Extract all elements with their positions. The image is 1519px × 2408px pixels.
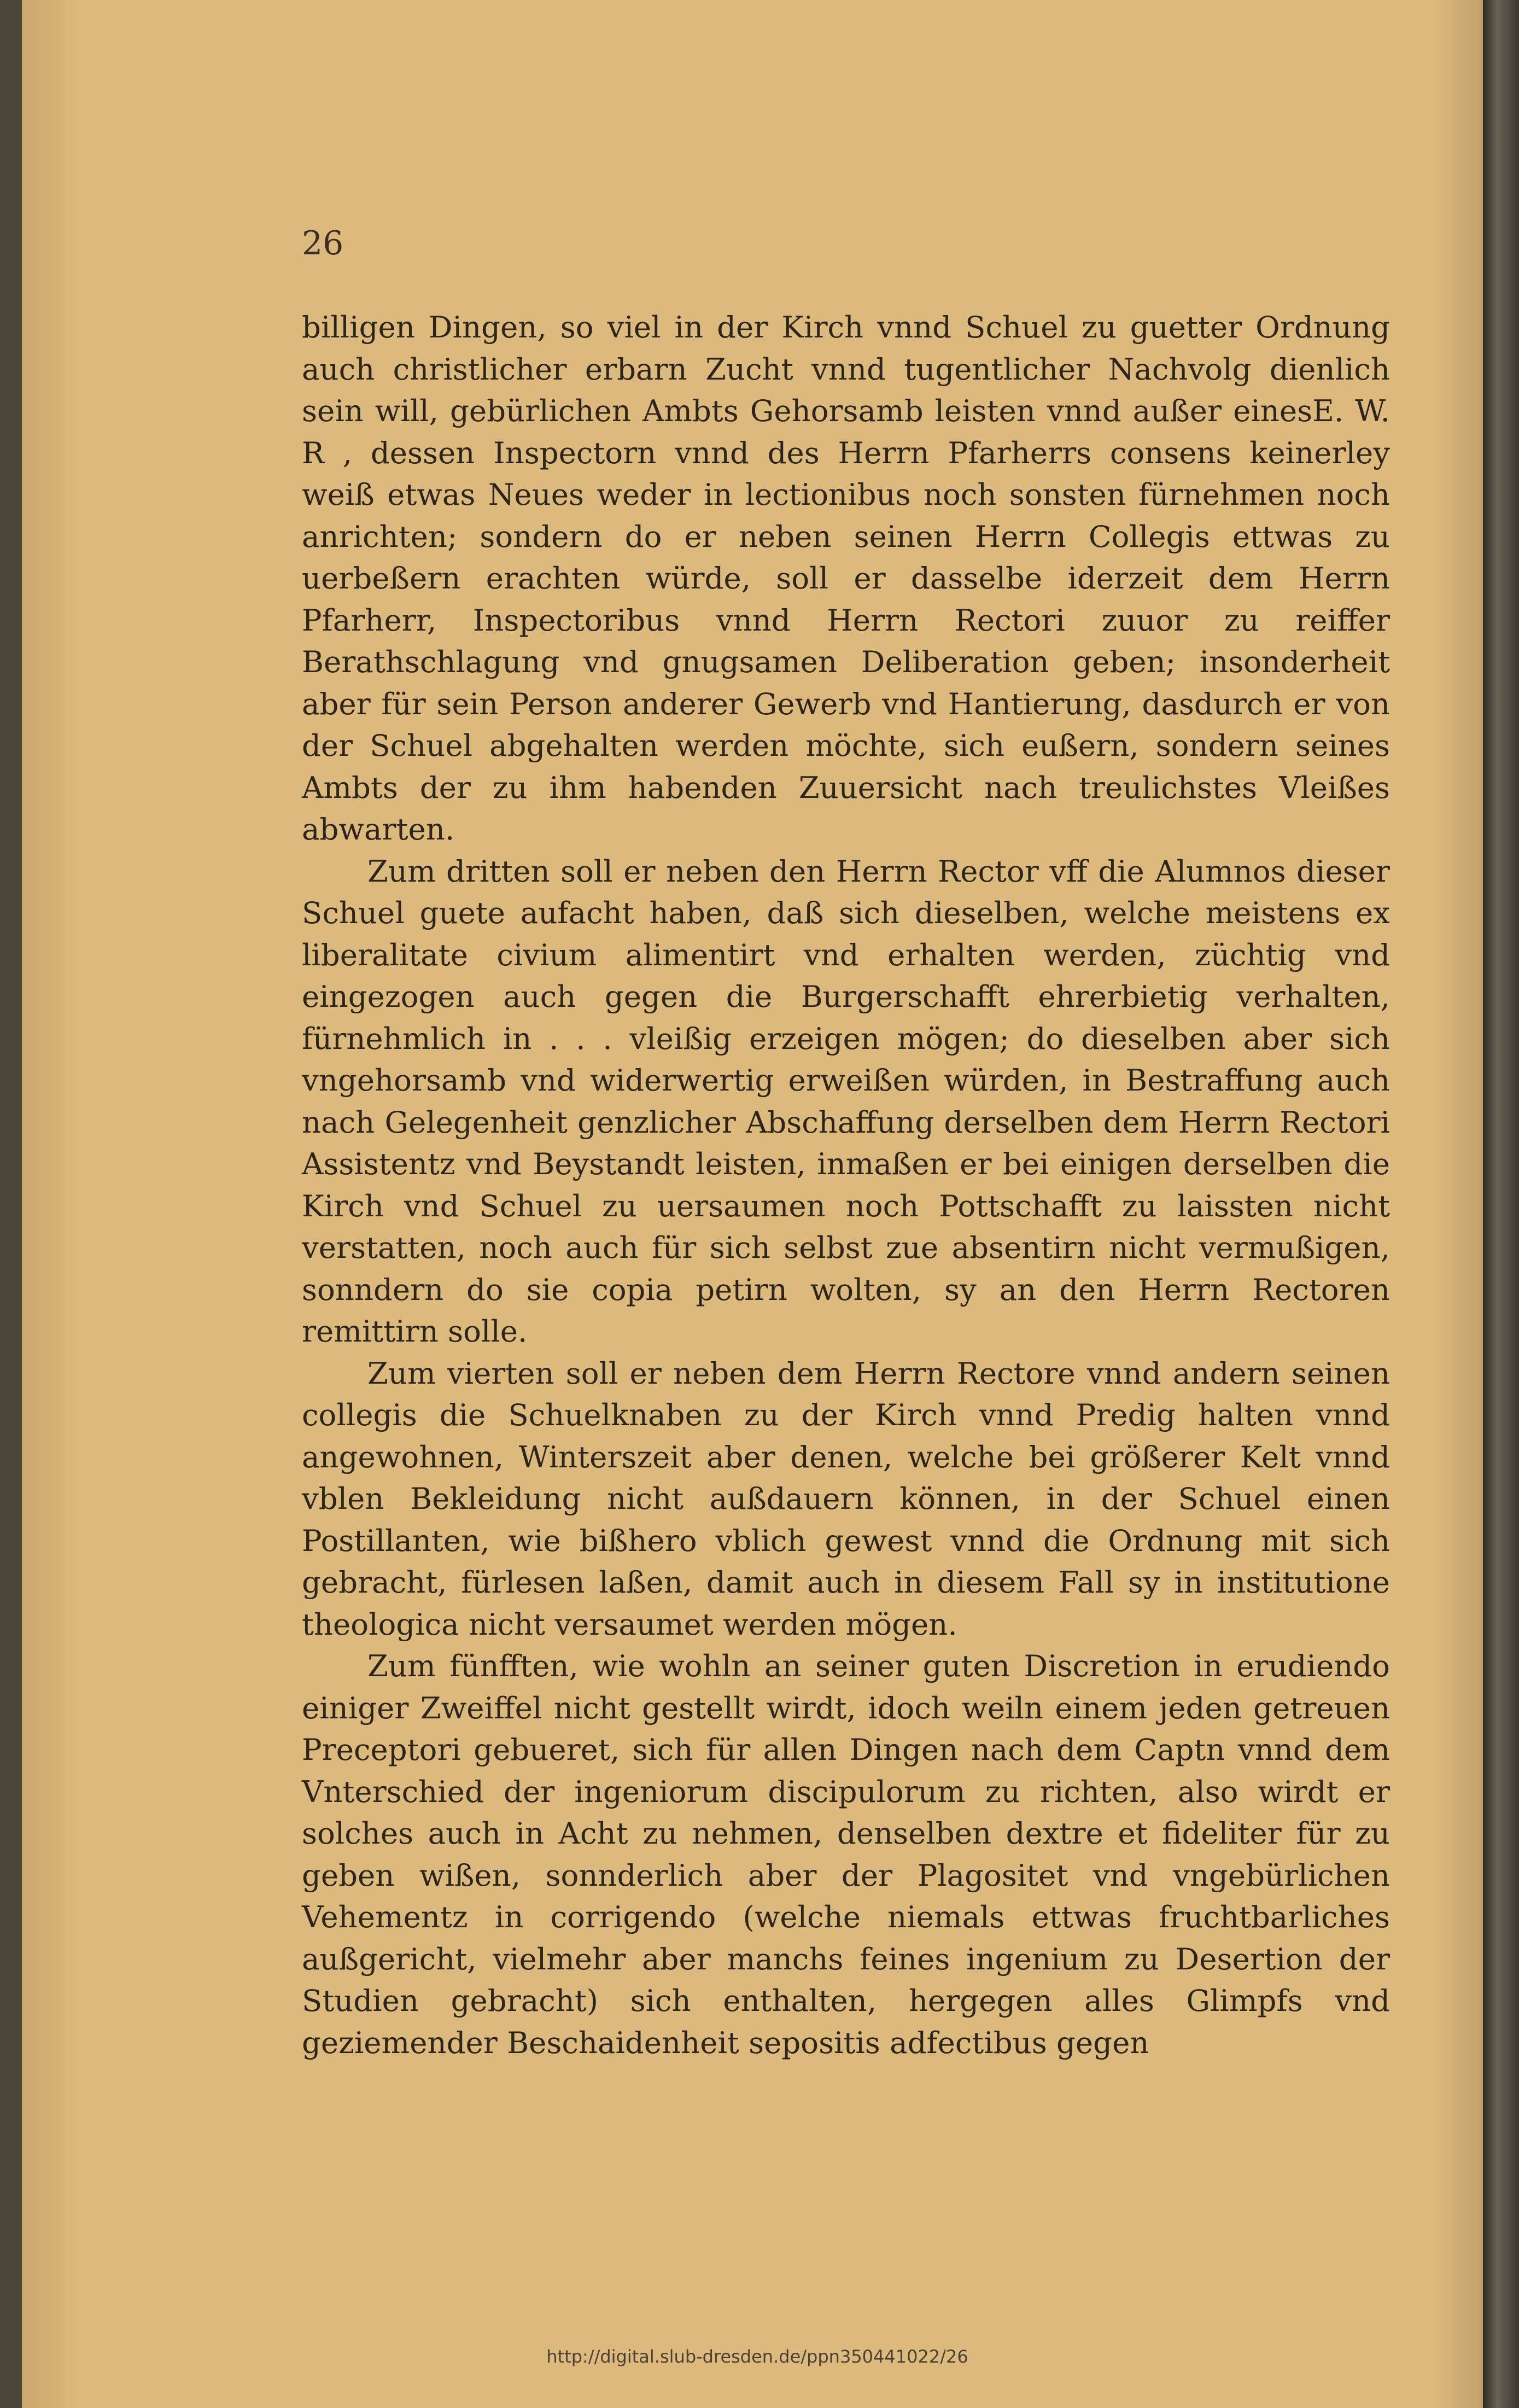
paragraph: Zum vierten soll er neben dem Herrn Rectore vnnd andern seinen collegis die Schuelknaben zu der Kirch vnnd Predig halten vnnd angewohnen, Winterszeit aber denen, welche bei größerer Kelt vnnd vblen Bekleidung nicht außdauern können, in der Schuel einen Postillanten, wie bißhero vblich gewest vnnd die Ordnung mit sich gebracht, fürlesen laßen, damit auch in diesem Fall sy in institutione theologica nicht versaumet werden mögen.: [302, 1355, 1390, 1642]
footer-url[interactable]: http://digital.slub-dresden.de/ppn350441022/26: [546, 2346, 968, 2367]
scan-right-edge: [1483, 0, 1519, 2408]
paragraph: billigen Dingen, so viel in der Kirch vnnd Schuel zu guetter Ordnung auch christlicher erbarn Zucht vnnd tugentlicher Nachvolg dienlich sein will, gebürlichen Ambts Gehorsamb leisten vnnd außer einesE. W. R , dessen Inspectorn vnnd des Herrn Pfarherrs consens keinerley weiß etwas Neues weder in lectionibus noch sonsten fürnehmen noch anrichten; sondern do er neben seinen Herrn Collegis ettwas zu uerbeßern erachten würde, soll er dasselbe iderzeit dem Herrn Pfarherr, Inspectoribus vnnd Herrn Rectori zuuor zu reiffer Berathschlagung vnd gnugsamen Deliberation geben; insonderheit aber für sein Person anderer Gewerb vnd Hantierung, dasdurch er von der Schuel abgehalten werden möchte, sich eußern, sondern seines Ambts der zu ihm habenden Zuuersicht nach treulichstes Vleißes abwarten.: [302, 310, 1390, 847]
document-page: [22, 0, 1493, 2408]
paragraph: Zum fünfften, wie wohln an seiner guten Discretion in erudiendo einiger Zweiffel nicht gestellt wirdt, idoch weiln einem jeden getreuen Preceptori gebueret, sich für allen Dingen nach dem Captn vnnd dem Vnterschied der ingeniorum discipulorum zu richten, also wirdt er solches auch in Acht zu nehmen, denselben dextre et fideliter für zu geben wißen, sonnderlich aber der Plagositet vnd vngebürlichen Vehementz in corrigendo (welche niemals ettwas fruchtbarliches außgericht, vielmehr aber manchs feines ingenium zu Desertion der Studien gebracht) sich enthalten, hergegen alles Glimpfs vnd geziemender Beschaidenheit sepositis adfectibus gegen: [302, 1648, 1390, 2060]
scan-left-edge: [0, 0, 22, 2408]
page-number: 26: [302, 224, 344, 263]
paragraph: Zum dritten soll er neben den Herrn Rector vff die Alumnos dieser Schuel guete aufacht haben, daß sich dieselben, welche meistens ex liberalitate civium alimentirt vnd erhalten werden, züchtig vnd eingezogen auch gegen die Burgerschafft ehrerbietig verhalten, fürnehmlich in . . . vleißig erzeigen mögen; do dieselben aber sich vngehorsamb vnd widerwertig erweißen würden, in Bestraffung auch nach Gelegenheit genzlicher Abschaffung derselben dem Herrn Rectori Assistentz vnd Beystandt leisten, inmaßen er bei einigen derselben die Kirch vnd Schuel zu uersaumen noch Pottschafft zu laissten nicht verstatten, noch auch für sich selbst zue absentirn nicht vermußigen, sonndern do sie copia petirn wolten, sy an den Herrn Rectoren remittirn solle.: [302, 853, 1390, 1349]
body-text: [302, 306, 1390, 2063]
